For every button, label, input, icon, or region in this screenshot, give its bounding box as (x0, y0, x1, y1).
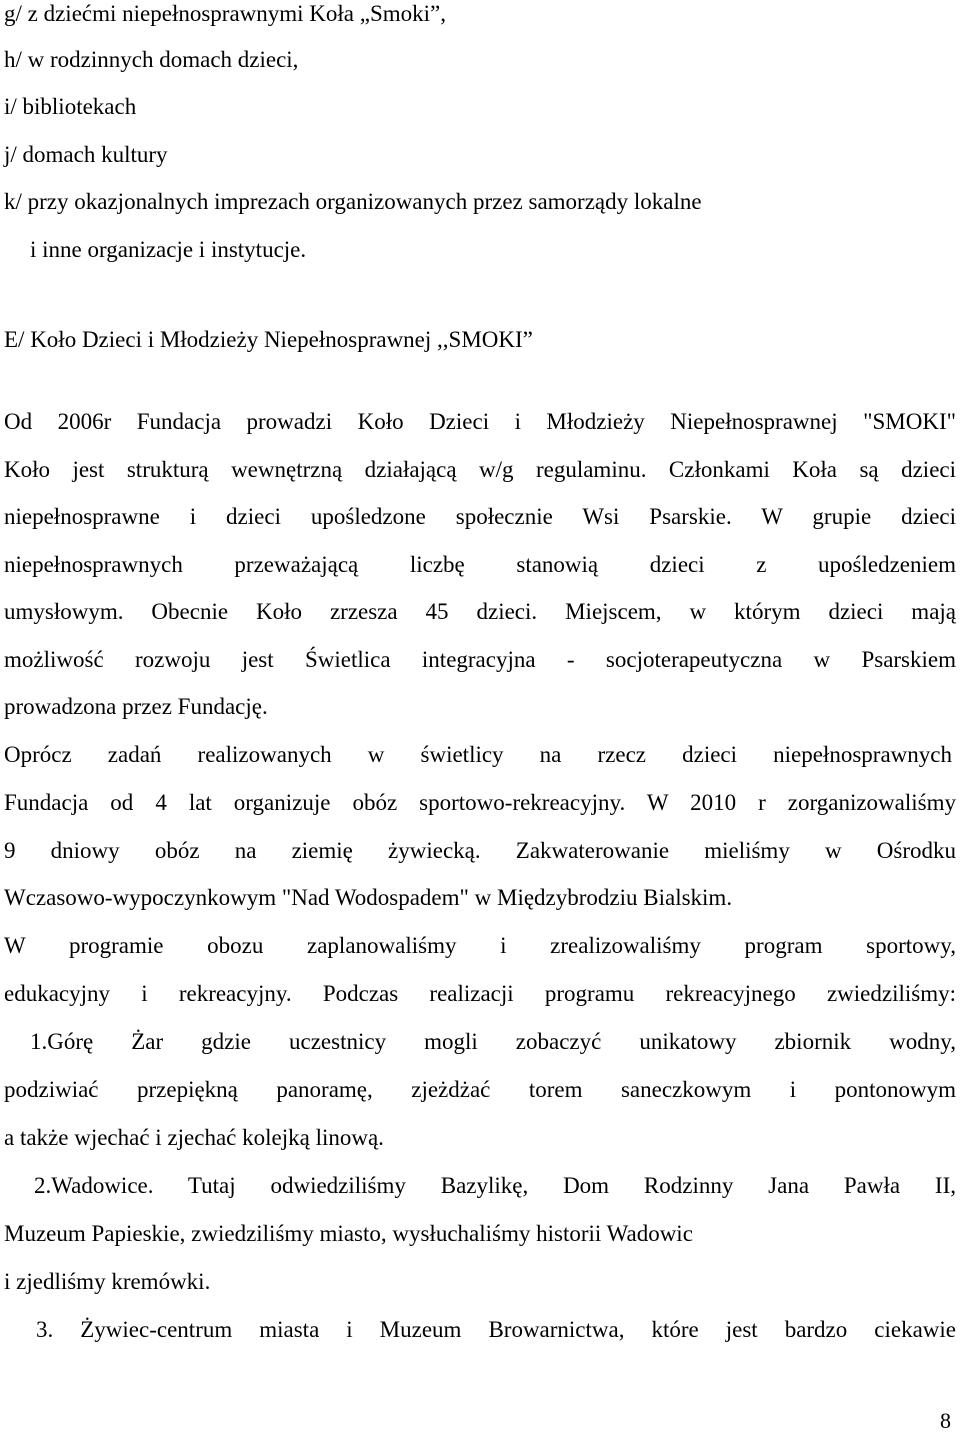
list-item-k-continuation: i inne organizacje i instytucje. (30, 237, 307, 262)
body-line: Fundacja od 4 lat organizuje obóz sportowo-rekreacyjny. W 2010 r zorganizowaliśmy (4, 790, 956, 815)
body-line: podziwiać przepiękną panoramę, zjeżdżać torem saneczkowym i pontonowym (4, 1077, 956, 1102)
list-item-k: k/ przy okazjonalnych imprezach organizowanych przez samorządy lokalne (4, 189, 702, 214)
body-line: 2.Wadowice. Tutaj odwiedziliśmy Bazylikę, Dom Rodzinny Jana Pawła II, (34, 1173, 956, 1198)
body-line: 1.Górę Żar gdzie uczestnicy mogli zobaczyć unikatowy zbiornik wodny, (30, 1029, 956, 1054)
body-line: i zjedliśmy kremówki. (4, 1269, 211, 1294)
body-line: Muzeum Papieskie, zwiedziliśmy miasto, wysłuchaliśmy historii Wadowic (4, 1221, 693, 1246)
body-line: niepełnosprawne i dzieci upośledzone społecznie Wsi Psarskie. W grupie dzieci (4, 504, 956, 529)
list-item-h: h/ w rodzinnych domach dzieci, (4, 47, 299, 72)
body-line: 9 dniowy obóz na ziemię żywiecką. Zakwaterowanie mieliśmy w Ośrodku (4, 838, 956, 863)
body-line: Od 2006r Fundacja prowadzi Koło Dzieci i Młodzieży Niepełnosprawnej "SMOKI" (4, 409, 956, 434)
body-line: 3. Żywiec-centrum miasta i Muzeum Browarnictwa, które jest bardzo ciekawie (36, 1317, 956, 1342)
list-item-i: i/ bibliotekach (4, 94, 137, 119)
list-item-j: j/ domach kultury (4, 142, 168, 167)
body-line: umysłowym. Obecnie Koło zrzesza 45 dzieci. Miejscem, w którym dzieci mają (4, 599, 956, 624)
body-line: niepełnosprawnych przeważającą liczbę stanowią dzieci z upośledzeniem (4, 552, 956, 577)
body-line: prowadzona przez Fundację. (4, 694, 268, 719)
body-line: Wczasowo-wypoczynkowym "Nad Wodospadem" w Międzybrodziu Bialskim. (4, 885, 733, 910)
body-line: możliwość rozwoju jest Świetlica integracyjna - socjoterapeutyczna w Psarskiem (4, 647, 956, 672)
body-line: Oprócz zadań realizowanych w świetlicy na rzecz dzieci niepełnosprawnych (4, 742, 952, 767)
body-line: Koło jest strukturą wewnętrzną działającą w/g regulaminu. Członkami Koła są dzieci (4, 457, 956, 482)
page-number: 8 (940, 1408, 951, 1433)
body-line: edukacyjny i rekreacyjny. Podczas realizacji programu rekreacyjnego zwiedziliśmy: (4, 981, 956, 1006)
body-line: a także wjechać i zjechać kolejką linową. (4, 1125, 384, 1150)
body-line: W programie obozu zaplanowaliśmy i zrealizowaliśmy program sportowy, (4, 933, 956, 958)
section-heading: E/ Koło Dzieci i Młodzieży Niepełnosprawnej ,,SMOKI” (4, 327, 533, 352)
list-item-g: g/ z dziećmi niepełnosprawnymi Koła „Smoki”, (4, 1, 446, 26)
